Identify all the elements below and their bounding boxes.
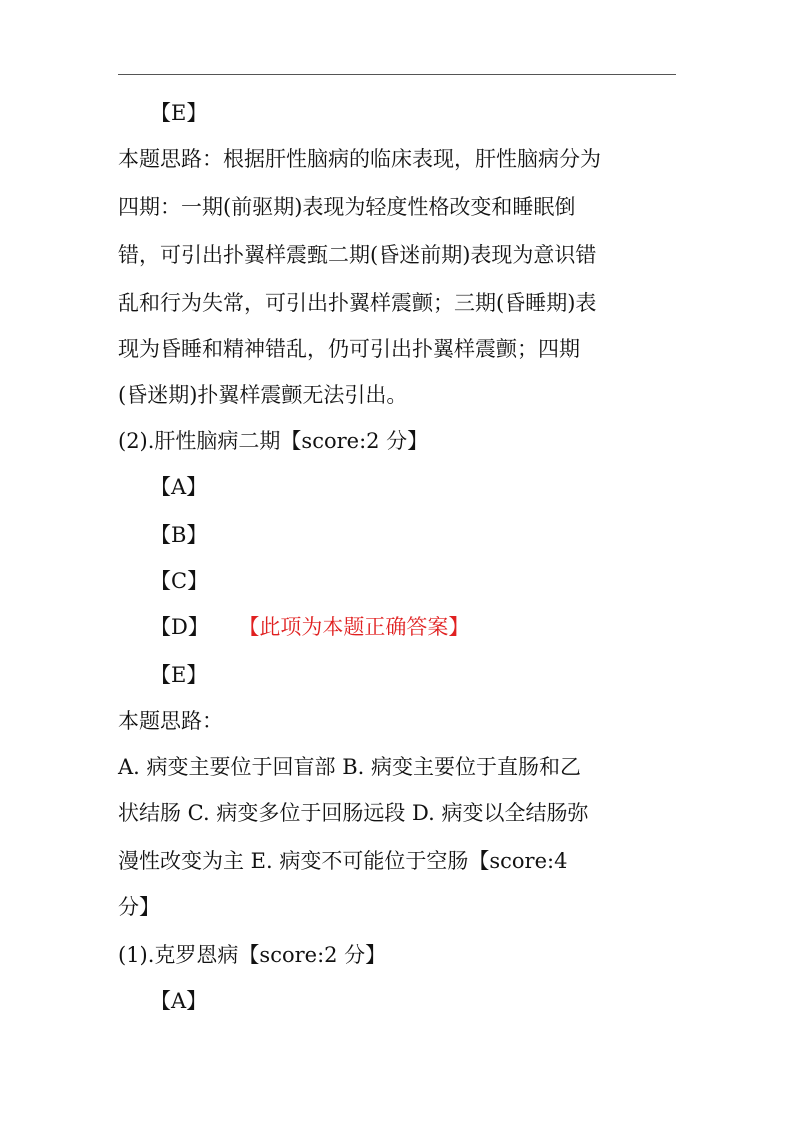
prev-explanation-line-4: 乱和行为失常，可引出扑翼样震颤；三期(昏睡期)表 — [118, 291, 597, 315]
prev-explanation-line-2: 四期：一期(前驱期)表现为轻度性格改变和睡眠倒 — [118, 195, 576, 219]
prev-explanation-line-1: 本题思路：根据肝性脑病的临床表现，肝性脑病分为 — [118, 147, 601, 171]
stem-line-1: A. 病变主要位于回盲部 B. 病变主要位于直肠和乙 — [118, 755, 581, 779]
prev-explanation-line-5: 现为昏睡和精神错乱，仍可引出扑翼样震颤；四期 — [118, 337, 580, 361]
question-2-option-c: 【C】 — [150, 569, 209, 593]
correct-answer-marker: 【此项为本题正确答案】 — [248, 615, 470, 639]
question-2-option-a: 【A】 — [150, 475, 208, 499]
question-2-option-b: 【B】 — [150, 523, 208, 547]
prev-explanation-line-3: 错，可引出扑翼样震甄二期(昏迷前期)表现为意识错 — [118, 243, 597, 267]
question-1-option-a: 【A】 — [150, 989, 208, 1013]
question-2-option-d-row — [150, 612, 720, 642]
question-1-title: (1).克罗恩病【score:2 分】 — [118, 943, 387, 967]
prev-option-e: 【E】 — [150, 101, 208, 125]
question-2-option-d: 【D】 — [150, 615, 209, 639]
stem-line-3: 漫性改变为主 E. 病变不可能位于空肠【score:4 — [118, 849, 568, 873]
question-2-explanation-label: 本题思路： — [118, 709, 223, 733]
question-2-title: (2).肝性脑病二期【score:2 分】 — [118, 429, 429, 453]
stem-line-4: 分】 — [118, 895, 160, 919]
header-rule — [118, 74, 676, 75]
prev-explanation-line-6: (昏迷期)扑翼样震颤无法引出。 — [118, 383, 408, 407]
stem-line-2: 状结肠 C. 病变多位于回肠远段 D. 病变以全结肠弥 — [118, 801, 589, 825]
question-2-option-e: 【E】 — [150, 663, 208, 687]
